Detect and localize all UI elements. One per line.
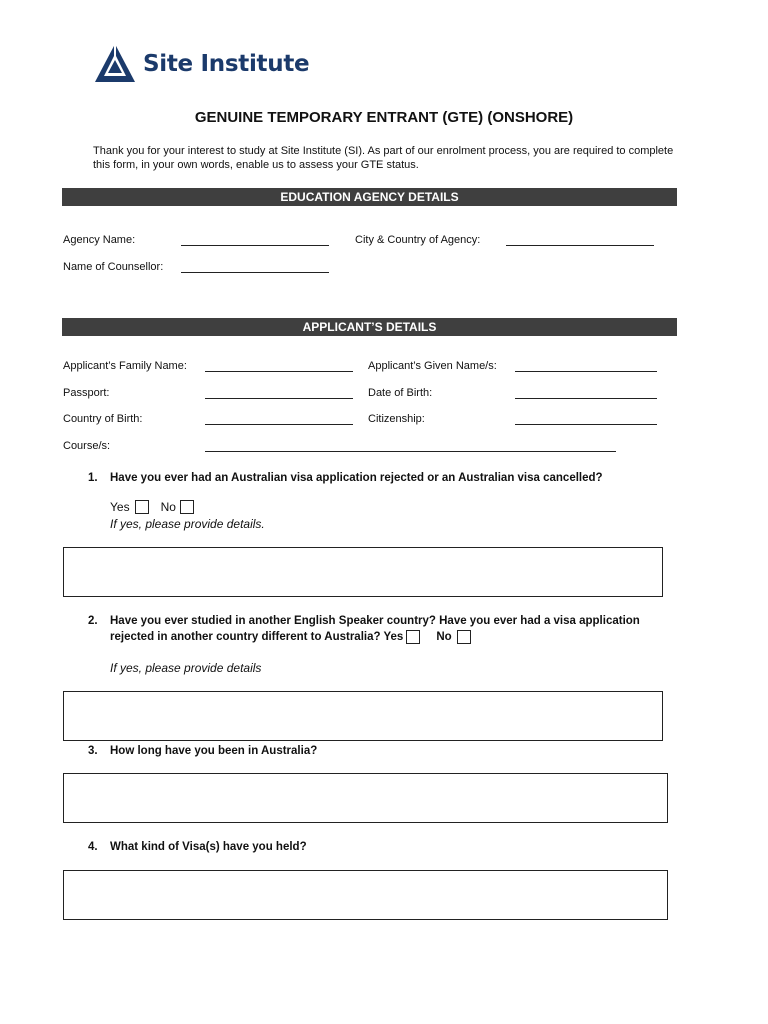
site-institute-logo xyxy=(93,42,309,86)
q1-no-label: No xyxy=(160,500,176,514)
q4-answer-box[interactable] xyxy=(63,870,668,920)
q1-no-checkbox[interactable] xyxy=(180,500,194,514)
question-1-options xyxy=(110,500,194,514)
section-heading-applicant: APPLICANT’S DETAILS xyxy=(62,318,677,336)
dob-label: Date of Birth: xyxy=(368,387,433,399)
question-2 xyxy=(88,613,688,645)
passport-label: Passport: xyxy=(63,387,110,399)
citizenship-field[interactable] xyxy=(515,424,657,425)
question-1 xyxy=(88,470,603,486)
q2-no-checkbox[interactable] xyxy=(457,630,471,644)
page-title: GENUINE TEMPORARY ENTRANT (GTE) (ONSHORE) xyxy=(194,109,574,126)
question-4-number: 4. xyxy=(88,841,98,853)
q2-yes-checkbox[interactable] xyxy=(406,630,420,644)
site-institute-logo-icon xyxy=(93,42,137,86)
q1-hint: If yes, please provide details. xyxy=(110,517,265,531)
question-3-number: 3. xyxy=(88,745,98,757)
section-heading-agency: EDUCATION AGENCY DETAILS xyxy=(62,188,677,206)
q1-details-box[interactable] xyxy=(63,547,663,597)
question-3-text: How long have you been in Australia? xyxy=(110,745,318,757)
dob-field[interactable] xyxy=(515,398,657,399)
country-of-birth-label: Country of Birth: xyxy=(63,413,143,425)
agency-name-label: Agency Name: xyxy=(63,234,136,246)
family-name-label: Applicant’s Family Name: xyxy=(63,360,187,372)
agency-city-country-label: City & Country of Agency: xyxy=(355,234,481,246)
given-name-label: Applicant’s Given Name/s: xyxy=(368,360,497,372)
passport-field[interactable] xyxy=(205,398,353,399)
logo-text: Site Institute xyxy=(143,51,310,77)
question-4-text: What kind of Visa(s) have you held? xyxy=(110,841,307,853)
question-3 xyxy=(88,743,317,759)
agency-name-field[interactable] xyxy=(181,245,329,246)
question-2-text-line2: rejected in another country different to Australia? Yes xyxy=(110,631,404,643)
course-field[interactable] xyxy=(205,451,616,452)
question-2-text-line1: Have you ever studied in another English Speaker country? Have you ever had a visa application xyxy=(110,615,640,627)
course-label: Course/s: xyxy=(63,440,111,452)
question-2-number: 2. xyxy=(88,615,98,627)
country-of-birth-field[interactable] xyxy=(205,424,353,425)
q2-hint: If yes, please provide details xyxy=(110,661,262,675)
question-4 xyxy=(88,839,307,855)
q2-details-box[interactable] xyxy=(63,691,663,741)
question-1-text: Have you ever had an Australian visa application rejected or an Australian visa cancelled? xyxy=(110,472,603,484)
family-name-field[interactable] xyxy=(205,371,353,372)
agency-city-country-field[interactable] xyxy=(506,245,654,246)
counsellor-label: Name of Counsellor: xyxy=(63,261,164,273)
q1-yes-label: Yes xyxy=(110,500,130,514)
intro-text: Thank you for your interest to study at Site Institute (SI). As part of our enrolment process, you are required to complete this form, in your own words, enable us to assess your GTE status. xyxy=(93,145,674,171)
q3-answer-box[interactable] xyxy=(63,773,668,823)
q2-no-label: No xyxy=(436,631,452,643)
citizenship-label: Citizenship: xyxy=(368,413,425,425)
counsellor-field[interactable] xyxy=(181,272,329,273)
question-1-number: 1. xyxy=(88,472,98,484)
given-name-field[interactable] xyxy=(515,371,657,372)
q1-yes-checkbox[interactable] xyxy=(135,500,149,514)
